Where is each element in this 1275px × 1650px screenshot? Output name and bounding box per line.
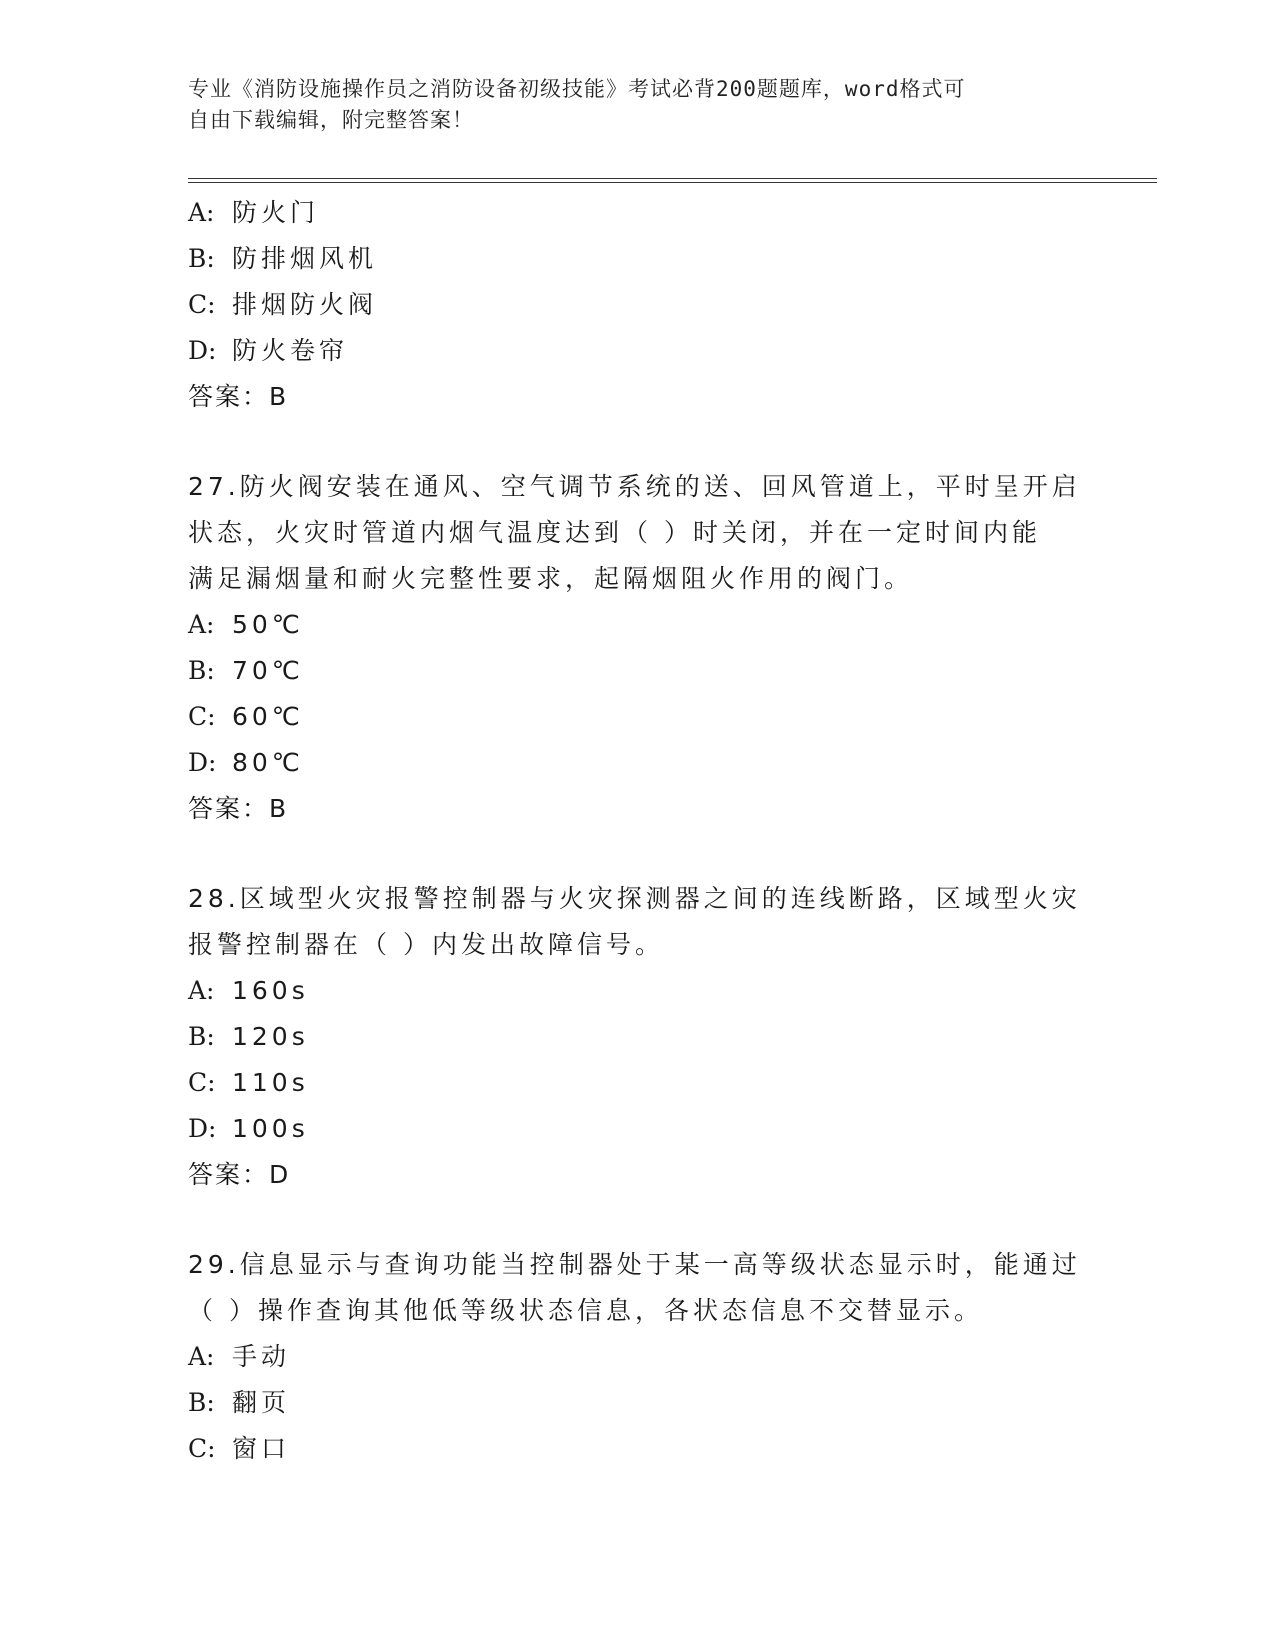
question-26-continued [188, 190, 1088, 420]
option-letter: D: [188, 748, 217, 777]
option-letter: A: [188, 1342, 215, 1371]
option-b [188, 1380, 1088, 1426]
question-stem-line: 27.防火阀安装在通风、空气调节系统的送、回风管道上，平时呈开启 [188, 472, 1081, 501]
answer-value: D [269, 1160, 291, 1189]
option-text: 翻页 [232, 1388, 291, 1417]
header-divider-top [188, 178, 1157, 179]
option-letter: A: [188, 976, 215, 1005]
option-text: 排烟防火阀 [232, 290, 378, 319]
answer-label: 答案： [188, 794, 270, 823]
question-stem-line: （ ）操作查询其他低等级状态信息，各状态信息不交替显示。 [188, 1296, 983, 1325]
question-spacer [188, 832, 1088, 876]
option-text: 窗口 [232, 1434, 291, 1463]
option-letter: A: [188, 198, 215, 227]
question-stem-line: 29.信息显示与查询功能当控制器处于某一高等级状态显示时，能通过 [188, 1250, 1081, 1279]
answer-line [188, 1152, 1088, 1198]
option-letter: B: [188, 656, 215, 685]
question-spacer [188, 420, 1088, 464]
option-b [188, 1014, 1088, 1060]
option-text: 防火门 [232, 198, 320, 227]
option-text: 70℃ [232, 656, 304, 685]
question-stem-line: 28.区域型火灾报警控制器与火灾探测器之间的连线断路，区域型火灾 [188, 884, 1081, 913]
answer-value: B [269, 382, 289, 411]
option-text: 60℃ [232, 702, 304, 731]
option-b [188, 236, 1088, 282]
answer-line [188, 786, 1088, 832]
question-list [188, 190, 1088, 1472]
option-d [188, 1106, 1088, 1152]
header-divider-bottom [188, 182, 1157, 183]
option-letter: D: [188, 1114, 217, 1143]
option-b [188, 648, 1088, 694]
option-letter: B: [188, 1388, 215, 1417]
option-letter: A: [188, 610, 215, 639]
option-c [188, 282, 1088, 328]
option-c [188, 1060, 1088, 1106]
question-27 [188, 464, 1088, 832]
option-c [188, 1426, 1088, 1472]
option-a [188, 1334, 1088, 1380]
option-text: 100s [232, 1114, 309, 1143]
question-spacer [188, 1198, 1088, 1242]
option-text: 80℃ [232, 748, 304, 777]
option-d [188, 740, 1088, 786]
document-header [188, 74, 1088, 136]
option-text: 防排烟风机 [232, 244, 378, 273]
option-letter: C: [188, 290, 216, 319]
option-letter: C: [188, 702, 216, 731]
option-d [188, 328, 1088, 374]
answer-label: 答案： [188, 382, 270, 411]
answer-value: B [269, 794, 289, 823]
header-line-1: 专业《消防设施操作员之消防设备初级技能》考试必背200题题库，word格式可 [188, 77, 966, 101]
question-stem-line: 满足漏烟量和耐火完整性要求，起隔烟阻火作用的阀门。 [188, 564, 914, 593]
option-text: 110s [232, 1068, 309, 1097]
header-line-2: 自由下载编辑，附完整答案！ [188, 108, 474, 132]
option-text: 防火卷帘 [232, 336, 349, 365]
option-a [188, 968, 1088, 1014]
option-text: 120s [232, 1022, 309, 1051]
option-letter: B: [188, 1022, 215, 1051]
option-letter: C: [188, 1068, 216, 1097]
option-a [188, 602, 1088, 648]
option-text: 手动 [232, 1342, 291, 1371]
question-29 [188, 1242, 1088, 1472]
option-text: 160s [232, 976, 309, 1005]
option-a [188, 190, 1088, 236]
option-letter: B: [188, 244, 215, 273]
question-stem-line: 报警控制器在（ ）内发出故障信号。 [188, 930, 664, 959]
question-28 [188, 876, 1088, 1198]
answer-label: 答案： [188, 1160, 270, 1189]
answer-line [188, 374, 1088, 420]
option-letter: C: [188, 1434, 216, 1463]
option-c [188, 694, 1088, 740]
question-stem-line: 状态，火灾时管道内烟气温度达到（ ）时关闭，并在一定时间内能 [188, 518, 1041, 547]
option-letter: D: [188, 336, 217, 365]
option-text: 50℃ [232, 610, 304, 639]
